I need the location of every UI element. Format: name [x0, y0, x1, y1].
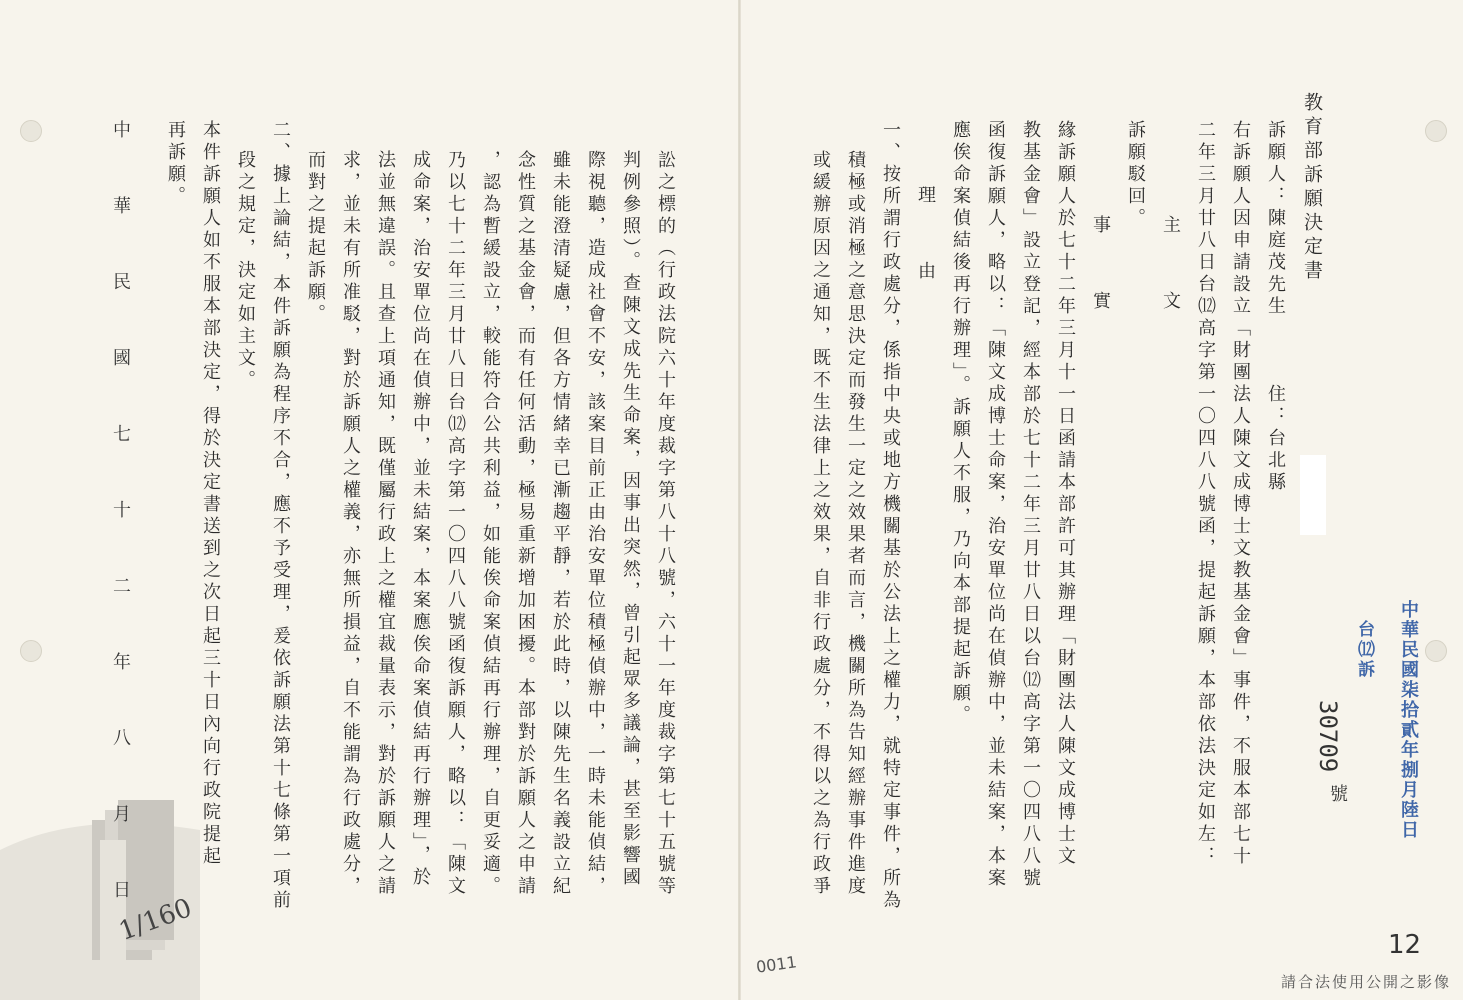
punch-hole [1425, 120, 1447, 142]
decision-date: 中華民國七十二年八月日 [110, 120, 131, 956]
punch-hole [20, 640, 42, 662]
body-column: ，認為暫緩設立，較能符合公共利益，如能俟命案偵結再行辦理，自更妥適。 [480, 150, 501, 898]
hao-label: 號 [1330, 784, 1348, 805]
body-column: 二年三月廿八日台⑿高字第一〇四八八號函，提起訴願，本部依法決定如左： [1195, 120, 1216, 868]
section-heading-facts: 事 實 [1090, 215, 1111, 329]
body-column: 段之規定，決定如主文。 [235, 150, 256, 392]
archive-watermark-logo [0, 790, 200, 1000]
document-title: 教育部訴願決定書 [1301, 92, 1323, 284]
body-column: 法並無違誤。且查上項通知，既僅屬行政上之權宜裁量表示，對於訴願人之請 [375, 150, 396, 898]
body-column: 訴願駁回。 [1125, 120, 1146, 230]
body-column: 函復訴願人，略以：「陳文成博士命案，治安單位尚在偵辦中，並未結案，本案 [985, 120, 1006, 890]
section-heading-reasons: 理 由 [915, 185, 936, 299]
body-column: 乃以七十二年三月廿八日台⑿高字第一〇四八八號函復訴願人，略以：「陳文 [445, 150, 466, 898]
body-column: 念性質之基金會，而有任何活動，極易重新增加困擾。本部對於訴願人之申請 [515, 150, 536, 898]
body-column: 訟之標的（行政法院六十年度裁字第八十八號，六十一年度裁字第七十五號等 [655, 150, 676, 898]
redaction-box [1300, 455, 1326, 535]
body-column: 積極或消極之意思決定而發生一定之效果者而言，機關所為告知經辦事件進度 [845, 150, 866, 898]
body-column: 判例參照）。查陳文成先生命案，因事出突然，曾引起眾多議論，甚至影響國 [620, 150, 641, 889]
case-prefix-stamp: 台⑿訴 [1354, 620, 1374, 680]
body-column: 求，並未有所准駁，對於訴願人之權義，亦無所損益，自不能謂為行政處分， [340, 150, 361, 898]
handwritten-note: 1/160 [115, 893, 196, 947]
body-column: 教基金會」設立登記，經本部於七十二年三月廿八日以台⑿高字第一〇四八八號 [1020, 120, 1041, 890]
case-number-stamp: 30709 [1314, 700, 1342, 773]
punch-hole [20, 120, 42, 142]
usage-notice: 請合法使用公開之影像 [1280, 973, 1451, 991]
serial-number: 0011 [754, 952, 798, 977]
body-column: 成命案，治安單位尚在偵辦中，並未結案，本案應俟命案偵結再行辦理」，於 [410, 150, 431, 889]
body-column: 本件訴願人如不服本部決定，得於決定書送到之次日起三十日內向行政院提起 [200, 120, 221, 868]
body-column: 右訴願人因申請設立「財團法人陳文成博士文教基金會」事件，不服本部七十 [1230, 120, 1251, 868]
body-column: 應俟命案偵結後再行辦理」。訴願人不服，乃向本部提起訴願。 [950, 120, 971, 727]
petitioner-line: 訴願人：陳庭茂先生 住：台北縣 [1265, 120, 1286, 494]
receipt-date-stamp: 中華民國柒拾貳年捌月陸日 [1398, 600, 1419, 840]
body-column: 緣訴願人於七十二年三月十一日函請本部許可其辦理「財團法人陳文成博士文 [1055, 120, 1076, 868]
body-column: 而對之提起訴願。 [305, 150, 326, 326]
body-column: 際視聽，造成社會不安，該案目前正由治安單位積極偵辦中，一時未能偵結， [585, 150, 606, 898]
section-heading-main: 主 文 [1160, 215, 1181, 329]
page-fold [738, 0, 741, 1000]
page-number: 12 [1388, 930, 1422, 960]
body-column: 雖未能澄清疑慮，但各方情緒幸已漸趨平靜，若於此時，以陳先生名義設立紀 [550, 150, 571, 898]
body-column: 二、據上論結，本件訴願為程序不合，應不予受理，爰依訴願法第十七條第一項前 [270, 120, 291, 912]
body-column: 一、按所謂行政處分，係指中央或地方機關基於公法上之權力，就特定事件，所為 [880, 120, 901, 912]
body-column: 再訴願。 [165, 120, 186, 208]
punch-hole [1425, 640, 1447, 662]
body-column: 或緩辦原因之通知，既不生法律上之效果，自非行政處分，不得以之為行政爭 [810, 150, 831, 898]
